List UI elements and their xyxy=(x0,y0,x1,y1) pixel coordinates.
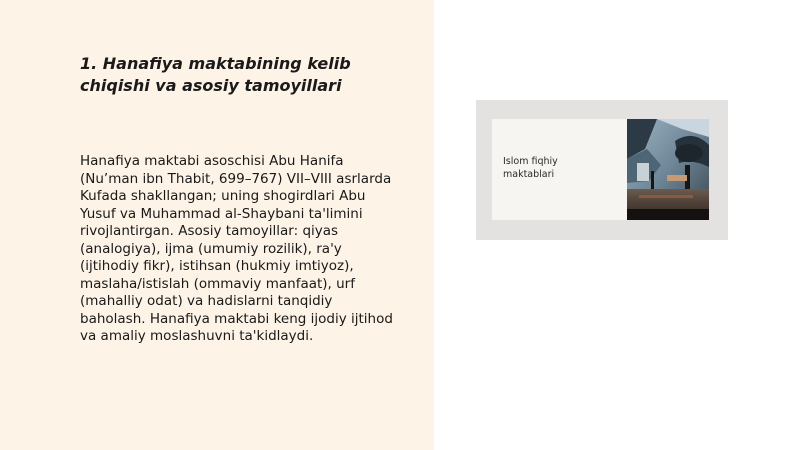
slide-title: 1. Hanafiya maktabining kelib chiqishi va asosiy tamoyillari xyxy=(80,54,351,95)
thumbnail-label: Islom fiqhiy maktablari xyxy=(503,156,558,180)
slide-body-text: Hanafiya maktabi asoschisi Abu Hanifa (Nu’man ibn Thabit, 699–767) VII–VIII asrlarda Kufada shakllangan; uning shogirdlari Abu Yusuf va Muhammad al-Shaybani ta'limini rivojlantirgan. Asosiy tamoyillar: qiyas (analogiya), ijma (umumiy rozilik), ra'y (ijtihodiy fikr), istihsan (hukmiy imtiyoz), maslaha/istislah (ommaviy manfaat), urf (mahalliy odat) va hadislarni tanqidiy baholash. Hanafiya maktabi keng ijodiy ijtihod va amaliy moslashuvni ta'kidlaydi. xyxy=(80,153,393,344)
thumbnail-card xyxy=(492,119,709,220)
mosque-interior-photo xyxy=(627,119,709,220)
